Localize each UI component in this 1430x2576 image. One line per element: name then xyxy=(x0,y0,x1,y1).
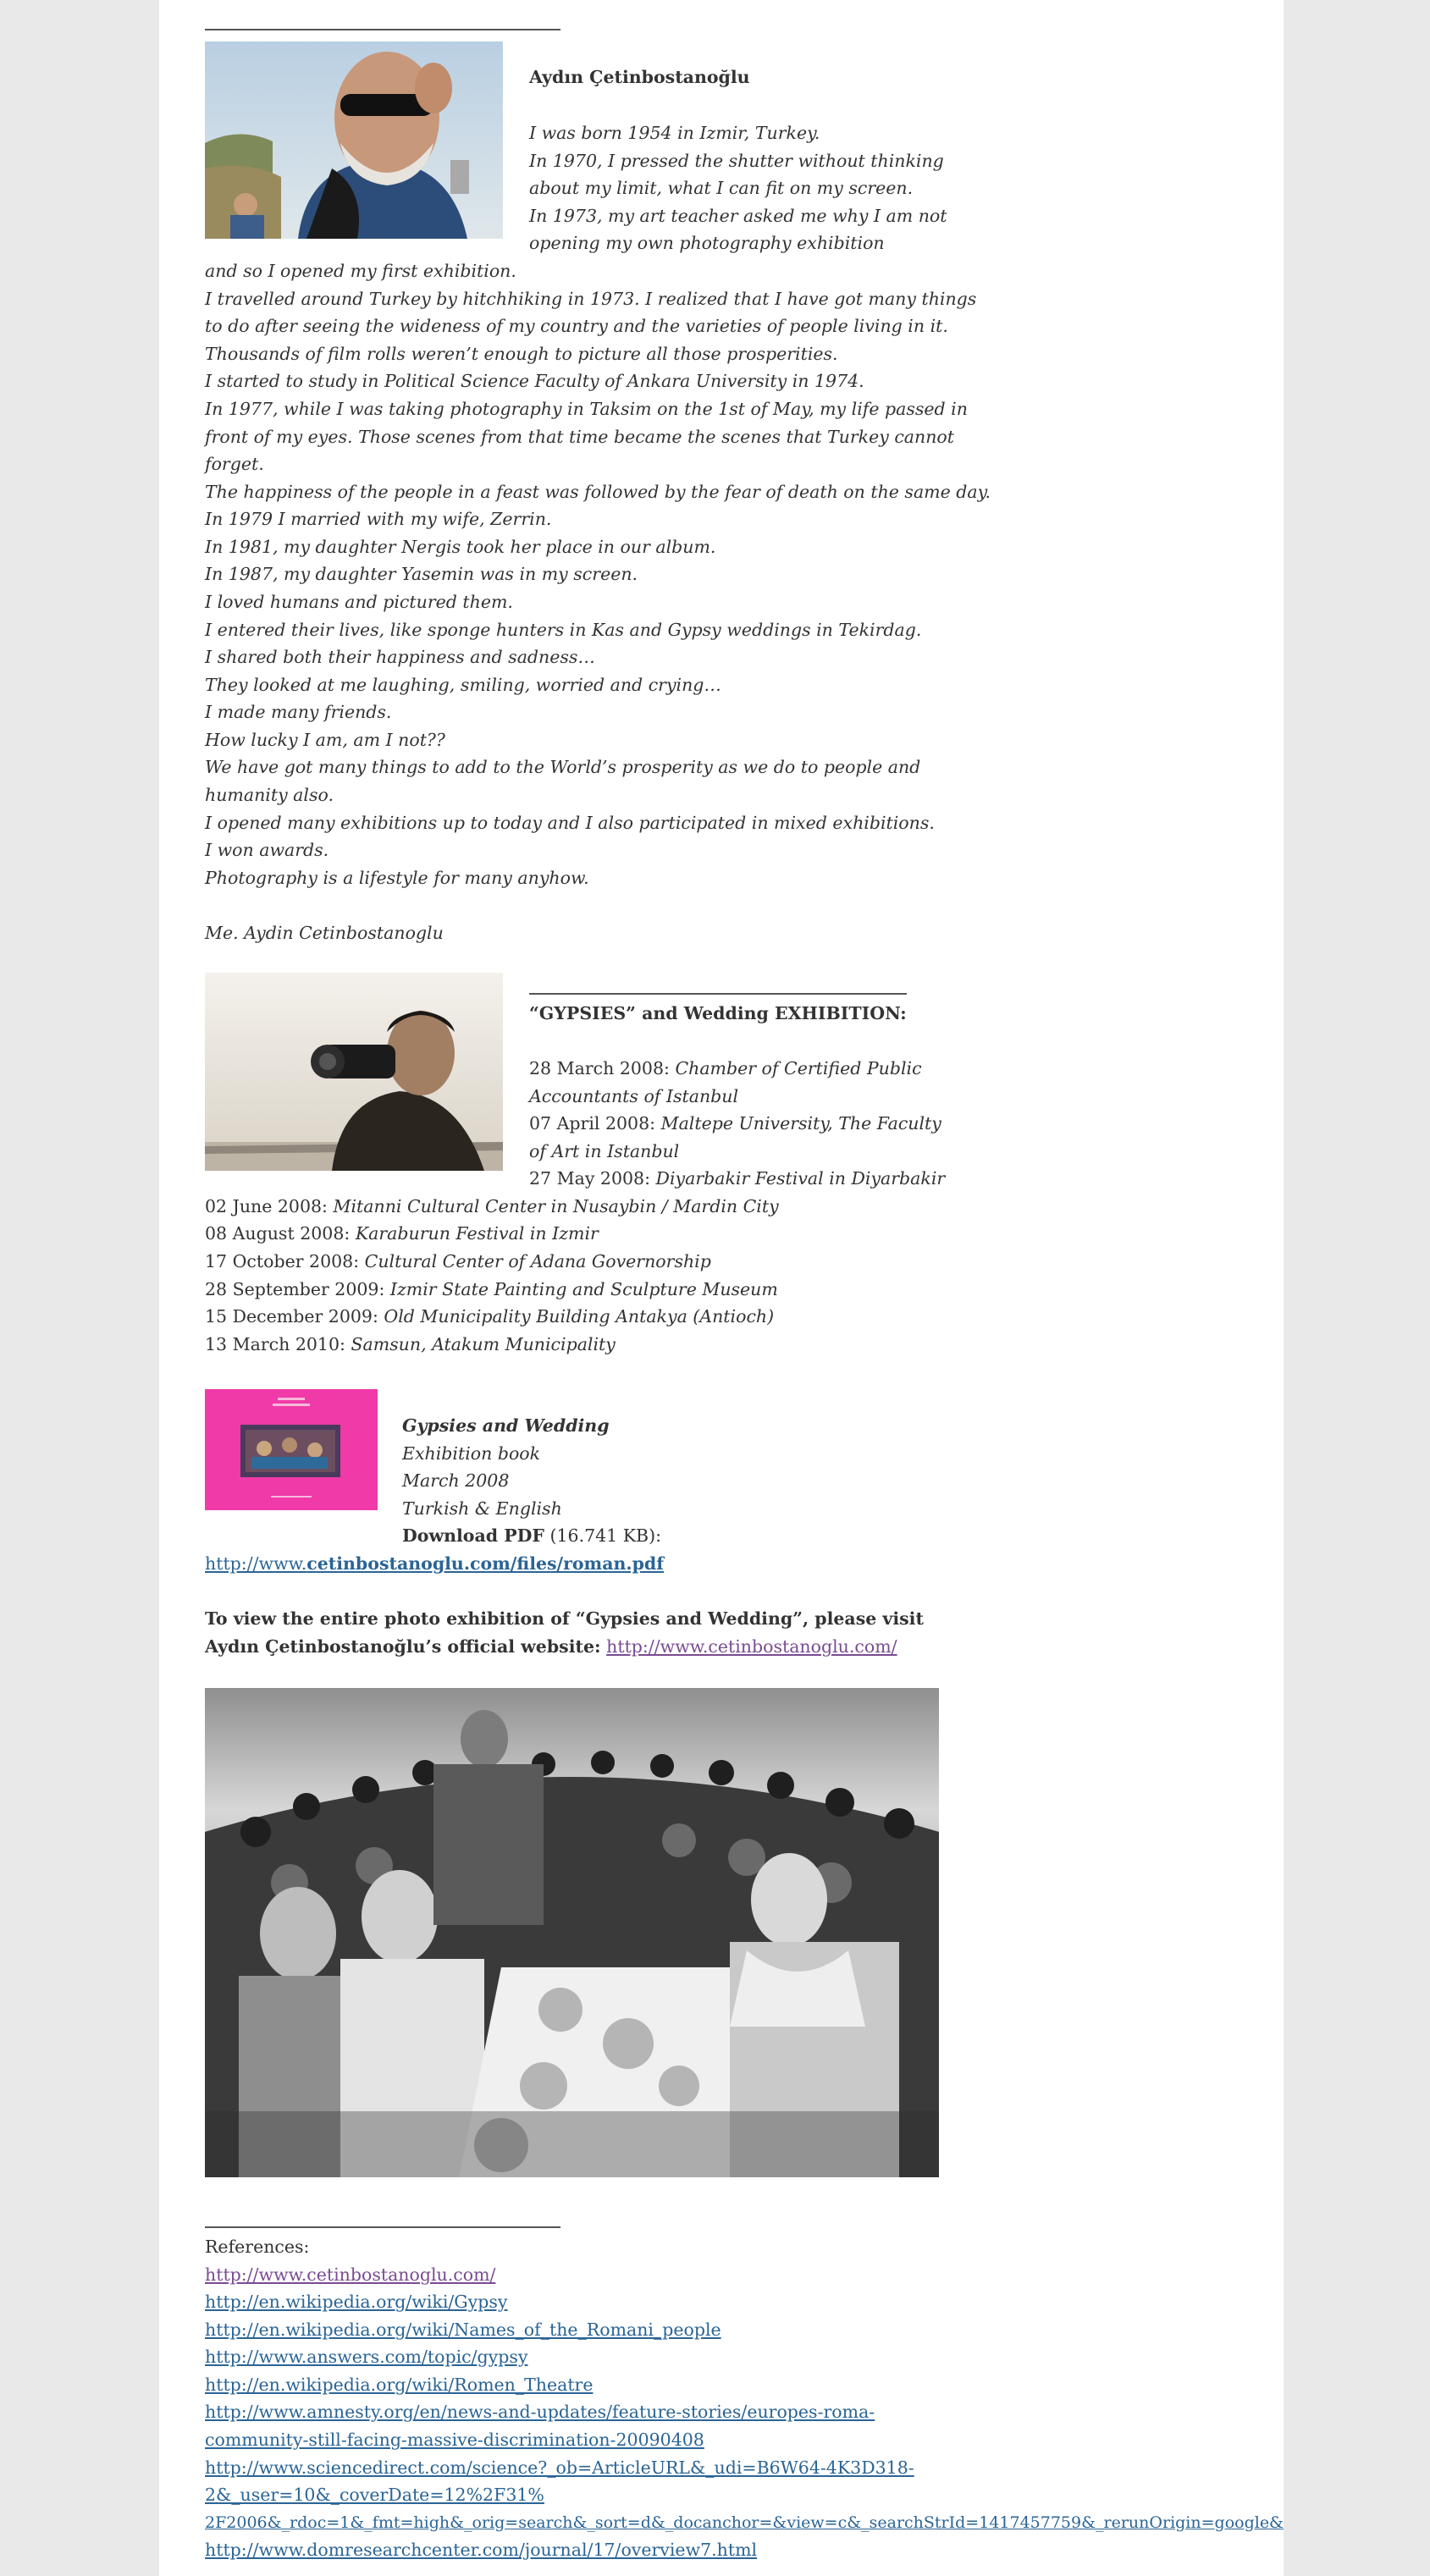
bio-line: to do after seeing the wideness of my country and the varieties of people living in it. xyxy=(205,316,948,336)
bio-line: and so I opened my first exhibition. xyxy=(205,261,516,281)
exhibition-date: 27 May 2008: xyxy=(529,1168,650,1189)
reference-link[interactable]: http://www.sciencedirect.com/science?_ob=ArticleURL&_udi=B6W64-4K3D318- xyxy=(205,2457,914,2478)
book-download-link[interactable] xyxy=(205,1550,664,1578)
exhibition-date: 08 August 2008: xyxy=(205,1223,351,1244)
bio-line: I was born 1954 in Izmir, Turkey. xyxy=(529,123,820,143)
bio-line: We have got many things to add to the World’s prosperity as we do to people and xyxy=(205,757,921,777)
book-download xyxy=(402,1522,661,1550)
official-website-link[interactable]: http://www.cetinbostanoglu.com/ xyxy=(606,1636,897,1657)
bio-line: In 1987, my daughter Yasemin was in my screen. xyxy=(205,564,638,584)
exhibition-date: 17 October 2008: xyxy=(205,1251,360,1271)
exhibition-date: 15 December 2009: xyxy=(205,1306,378,1327)
bio-line: I shared both their happiness and sadness… xyxy=(205,647,595,667)
exhibition-place: Samsun, Atakum Municipality xyxy=(351,1334,616,1354)
bio-line: front of my eyes. Those scenes from that time became the scenes that Turkey cannot xyxy=(205,427,955,447)
bio-line: Photography is a lifestyle for many anyhow. xyxy=(205,868,589,888)
bio-line: forget. xyxy=(205,454,264,474)
book-language: Turkish & English xyxy=(402,1498,562,1519)
download-pdf-label: Download PDF xyxy=(402,1525,544,1546)
book-title: Gypsies and Wedding xyxy=(402,1415,610,1436)
book-date: March 2008 xyxy=(402,1470,510,1491)
bio-line: I made many friends. xyxy=(205,702,392,722)
bio-line: How lucky I am, am I not?? xyxy=(205,730,445,750)
reference-link[interactable]: http://en.wikipedia.org/wiki/Gypsy xyxy=(205,2292,508,2312)
top-divider xyxy=(205,29,560,30)
reference-link[interactable]: 2F2006&_rdoc=1&_fmt=high&_orig=search&_sort=d&_docanchor=&view=c&_searchStrId=1417457759&_rerunOrigin=google& xyxy=(205,2513,1284,2532)
exhibition-date: 28 March 2008: xyxy=(529,1058,670,1078)
reference-link[interactable]: http://en.wikipedia.org/wiki/Romen_Theatre xyxy=(205,2375,594,2395)
references-divider xyxy=(205,2226,560,2228)
exhibition-entry: Accountants of Istanbul xyxy=(529,1086,739,1106)
bio-line: They looked at me laughing, smiling, worried and crying… xyxy=(205,675,721,695)
reference-link[interactable]: 2&_user=10&_coverDate=12%2F31% xyxy=(205,2485,544,2505)
exhibition-date: 28 September 2009: xyxy=(205,1279,385,1299)
exhibition-place: Mitanni Cultural Center in Nusaybin / Mardin City xyxy=(333,1196,779,1216)
reference-link[interactable]: community-still-facing-massive-discrimination-20090408 xyxy=(205,2430,704,2450)
exhibition-place: Diyarbakir Festival in Diyarbakir xyxy=(655,1168,946,1189)
reference-link[interactable]: http://en.wikipedia.org/wiki/Names_of_the_Romani_people xyxy=(205,2320,721,2340)
bio-line: In 1977, while I was taking photography in Taksim on the 1st of May, my life passed in xyxy=(205,399,968,419)
wedding-feast-photo xyxy=(205,1688,939,2177)
bio-line: Thousands of film rolls weren’t enough to picture all those prosperities. xyxy=(205,344,838,364)
exhibition-place: Karaburun Festival in Izmir xyxy=(355,1223,599,1244)
signature: Me. Aydin Cetinbostanoglu xyxy=(205,923,444,943)
download-url-path[interactable]: cetinbostanoglu.com/files/roman.pdf xyxy=(306,1553,665,1574)
exhibition-entry xyxy=(205,1303,774,1331)
exhibition-entry xyxy=(205,1193,779,1221)
bio-line: opening my own photography exhibition xyxy=(529,233,885,253)
bio-line: In 1979 I married with my wife, Zerrin. xyxy=(205,509,552,529)
exhibition-date: 07 April 2008: xyxy=(529,1113,656,1134)
bio-line: I opened many exhibitions up to today and I also participated in mixed exhibitions. xyxy=(205,813,935,833)
bio-line: I loved humans and pictured them. xyxy=(205,592,513,612)
reference-link[interactable]: http://www.domresearchcenter.com/journal/17/overview7.html xyxy=(205,2540,758,2560)
exhibition-entry xyxy=(205,1220,599,1248)
visit-text-line2 xyxy=(205,1633,897,1661)
exhibition-entry xyxy=(205,1276,778,1304)
exhibition-date: 13 March 2010: xyxy=(205,1334,345,1354)
exhibition-place: Izmir State Painting and Sculpture Museum xyxy=(389,1279,778,1299)
book-cover-image[interactable] xyxy=(205,1389,378,1510)
exhibition-entry xyxy=(205,1248,711,1276)
exhibition-entry: of Art in Istanbul xyxy=(529,1141,680,1161)
exhibition-entry xyxy=(205,1331,616,1359)
bio-line: I entered their lives, like sponge hunters in Kas and Gypsy weddings in Tekirdag. xyxy=(205,620,922,640)
portrait-photo xyxy=(205,41,503,239)
bio-line: about my limit, what I can fit on my screen. xyxy=(529,178,914,198)
exhibition-place: Cultural Center of Adana Governorship xyxy=(364,1251,711,1271)
bio-line: humanity also. xyxy=(205,785,334,805)
visit-text-line1: To view the entire photo exhibition of “Gypsies and Wedding”, please visit xyxy=(205,1608,924,1629)
page xyxy=(159,0,1284,2576)
reference-link[interactable]: http://www.amnesty.org/en/news-and-updates/feature-stories/europes-roma- xyxy=(205,2402,875,2422)
bio-line: I started to study in Political Science Faculty of Ankara University in 1974. xyxy=(205,371,864,391)
exhibition-divider xyxy=(529,993,907,995)
download-size: (16.741 KB): xyxy=(544,1525,662,1546)
references-label: References: xyxy=(205,2237,310,2257)
exhibition-place: Maltepe University, The Faculty xyxy=(660,1113,941,1134)
bio-line: In 1973, my art teacher asked me why I am not xyxy=(529,206,947,226)
bio-line: I won awards. xyxy=(205,840,329,860)
reference-link[interactable]: http://www.answers.com/topic/gypsy xyxy=(205,2347,528,2367)
visit-label: Aydın Çetinbostanoğlu’s official website: xyxy=(205,1636,601,1657)
book-subtitle: Exhibition book xyxy=(402,1443,541,1464)
exhibition-heading: “GYPSIES” and Wedding EXHIBITION: xyxy=(529,1003,907,1023)
author-name: Aydın Çetinbostanoğlu xyxy=(529,67,750,87)
exhibition-entry xyxy=(529,1165,945,1193)
exhibition-date: 02 June 2008: xyxy=(205,1196,328,1216)
bio-line: In 1970, I pressed the shutter without thinking xyxy=(529,151,944,171)
bio-line: I travelled around Turkey by hitchhiking in 1973. I realized that I have got many things xyxy=(205,289,977,309)
exhibition-entry xyxy=(529,1110,941,1138)
download-url-prefix[interactable]: http://www. xyxy=(205,1553,307,1574)
photographer-photo xyxy=(205,973,503,1171)
exhibition-place: Old Municipality Building Antakya (Antioch) xyxy=(384,1306,775,1327)
exhibition-entry xyxy=(529,1055,922,1083)
bio-line: The happiness of the people in a feast was followed by the fear of death on the same day. xyxy=(205,482,991,502)
exhibition-place: Chamber of Certified Public xyxy=(675,1058,922,1078)
reference-link[interactable]: http://www.cetinbostanoglu.com/ xyxy=(205,2264,496,2285)
bio-line: In 1981, my daughter Nergis took her place in our album. xyxy=(205,537,716,557)
